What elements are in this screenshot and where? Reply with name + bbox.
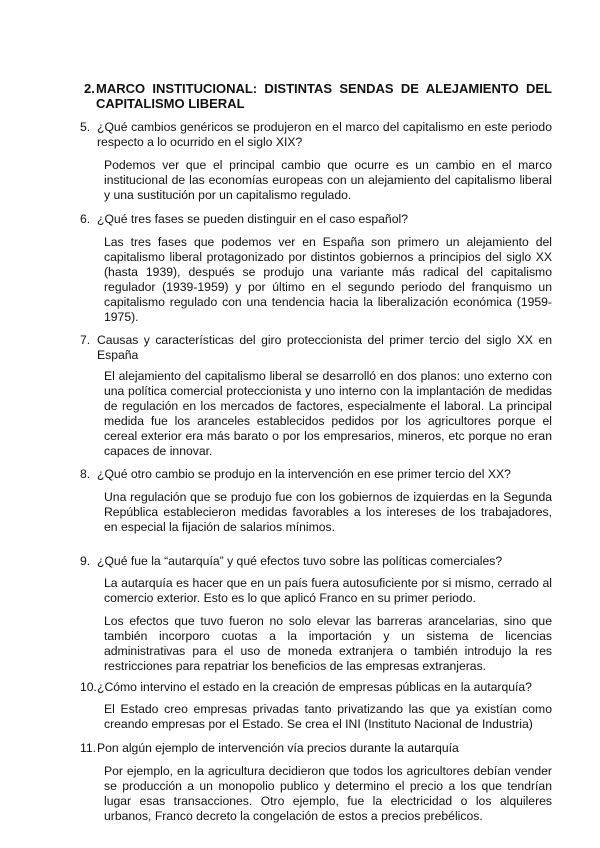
question-number: 7. — [80, 333, 91, 347]
question-number: 8. — [80, 467, 91, 481]
question-text: Causas y características del giro proteccionista del primer tercio del siglo XX en España — [97, 333, 552, 362]
answer-11: Por ejemplo, en la agricultura decidieron que todos los agricultores debían vender se producción a un monopolio publico y determino el precio a los que tendrían lugar esas transacciones. Otro ejemplo, fue la electricidad o los alquileres urbanos, Franco decreto la congelación de estos a precios prebélicos. — [104, 764, 552, 823]
answer-7: El alejamiento del capitalismo liberal se desarrolló en dos planos: uno externo con una política comercial proteccionista y uno interno con la implantación de medidas de regulación en los mercados de factores, especialmente el laboral. La principal medida fue los aranceles establecidos pedidos por los agricultores porque el cereal exterior era más barato o por los empresarios, mineros, etc porque no eran capaces de innovar. — [104, 369, 552, 458]
question-text: Pon algún ejemplo de intervención vía precios durante la autarquía — [97, 741, 459, 755]
question-text: ¿Qué cambios genéricos se produjeron en el marco del capitalismo en este periodo respecto a lo ocurrido en el siglo XIX? — [97, 120, 552, 149]
question-5 — [80, 120, 552, 150]
question-number: 10. — [80, 680, 97, 694]
question-number: 6. — [80, 212, 91, 226]
answer-6: Las tres fases que podemos ver en España son primero un alejamiento del capitalismo liberal protagonizado por distintos gobiernos a principios del siglo XX (hasta 1939), después se produjo una variante más radical del capitalismo regulador (1939-1959) y por último en el segundo periodo del franquismo un capitalismo regulado con una tendencia hacia la liberalización económica (1959-1975). — [104, 235, 552, 324]
answer-9a: La autarquía es hacer que en un país fuera autosuficiente por si mismo, cerrado al comercio exterior. Esto es lo que aplicó Franco en su primer periodo. — [104, 576, 552, 605]
question-text: ¿Qué fue la “autarquía” y qué efectos tuvo sobre las políticas comerciales? — [97, 554, 503, 568]
question-9 — [80, 554, 552, 569]
question-11 — [80, 741, 552, 756]
question-text: ¿Qué otro cambio se produjo en la intervención en ese primer tercio del XX? — [97, 467, 511, 481]
section-heading — [84, 81, 552, 111]
question-text: ¿Qué tres fases se pueden distinguir en el caso español? — [97, 212, 408, 226]
question-8 — [80, 467, 552, 482]
question-text: ¿Cómo intervino el estado en la creación de empresas públicas en la autarquía? — [97, 680, 532, 694]
answer-9b: Los efectos que tuvo fueron no solo elevar las barreras arancelarias, sino que también incorporo cuotas a la importación y un sistema de licencias administrativas para el uso de moneda extranjera o también introdujo la res restricciones para repatriar los beneficios de las empresas extranjeras. — [104, 614, 552, 673]
section-title-line2: CAPITALISMO LIBERAL — [96, 96, 245, 111]
section-number: 2. — [84, 81, 95, 96]
question-number: 5. — [80, 120, 91, 134]
question-7 — [80, 333, 552, 363]
answer-10: El Estado creo empresas privadas tanto privatizando las que ya existían como creando empresas por el Estado. Se crea el INI (Instituto Nacional de Industria) — [104, 702, 552, 731]
question-10 — [80, 680, 552, 695]
section-title-line1: MARCO INSTITUCIONAL: DISTINTAS SENDAS DE ALEJAMIENTO DEL — [96, 81, 552, 96]
answer-5: Podemos ver que el principal cambio que ocurre es un cambio en el marco institucional de las economías europeas con un alejamiento del capitalismo liberal y una sustitución por un capitalismo regulado. — [104, 158, 552, 202]
question-number: 9. — [80, 554, 91, 568]
answer-8: Una regulación que se produjo fue con los gobiernos de izquierdas en la Segunda República establecieron medidas favorables a los intereses de los trabajadores, en especial la fijación de salarios mínimos. — [104, 490, 552, 534]
question-6 — [80, 212, 552, 227]
question-number: 11. — [80, 741, 97, 755]
